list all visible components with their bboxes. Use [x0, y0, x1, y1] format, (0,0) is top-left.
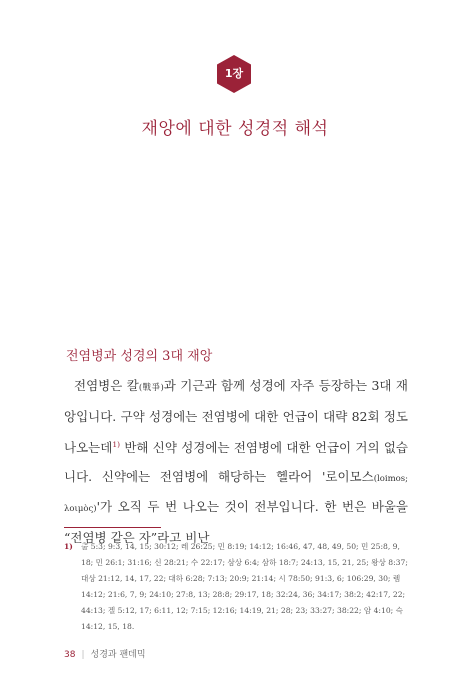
body-text-run: '가 오직 두 번 나오는 것이 전부입니다. 한 번은 바울을 “전염병 같은 자”라고 비난 [64, 499, 408, 545]
section-heading: 전염병과 성경의 3대 재앙 [66, 349, 213, 364]
footer-separator: | [81, 650, 85, 660]
page-footer [64, 647, 146, 660]
chapter-title: 재앙에 대한 성경적 해석 [141, 119, 329, 139]
body-text-run: 과 기근과 함께 성경에 자주 등장하는 3대 재앙입니다. 구약 성경에는 전염병에 대한 언급이 대략 82회 정도 나오는데 [64, 378, 408, 456]
footnote-divider [64, 527, 161, 528]
footnote-reference[interactable]: 1) [112, 440, 121, 449]
greek-annotation: (loimos; λοιμὸς) [64, 473, 408, 515]
body-text-run: 반해 신약 성경에는 전염병에 대한 언급이 거의 없습니다. 신약에는 전염병에 해당하는 헬라어 '로이모스 [64, 440, 408, 484]
footnote-text: 출 5:3; 9:3, 14, 15; 30:12; 레 26:25; 민 8:19; 14:12; 16:46, 47, 48, 49, 50; 민 25:8, 9, 18; 민 26:1; 31:16; 신 28:21; 수 22:17; 삼상 6:4; 삼하 18:7; 24:13, 15, 21, 25; 왕상 8:37; 대상 21:12, 14, 17, 22; 대하 6:28; 7:13; 20:9; 21:14; 시 78:50; 91:3, 6; 106:29, 30; 렘 14:12; 21:6, 7, 9; 24:10; 27:8, 13; 28:8; 29:17, 18; 32:24, 36; 34:17; 38:2; 42:17, 22; 44:13; 겔 5:12, 17; 6:11, 12; 7:15; 12:16; 14:19, 21; 28; 23; 33:27; 38:22; 암 4:10; 슥 14:12, 15, 18. [81, 542, 408, 631]
hanja-annotation: (戰爭) [138, 383, 164, 393]
page-number: 38 [64, 650, 76, 660]
body-text-run: 전염병은 칼 [74, 378, 139, 393]
footnote [64, 539, 409, 635]
body-text [64, 372, 408, 552]
paragraph [64, 372, 408, 552]
chapter-badge [214, 54, 254, 94]
footnote-number: 1) [64, 542, 73, 551]
chapter-badge-label: 1장 [224, 67, 244, 80]
book-title: 성경과 팬데믹 [90, 650, 146, 660]
